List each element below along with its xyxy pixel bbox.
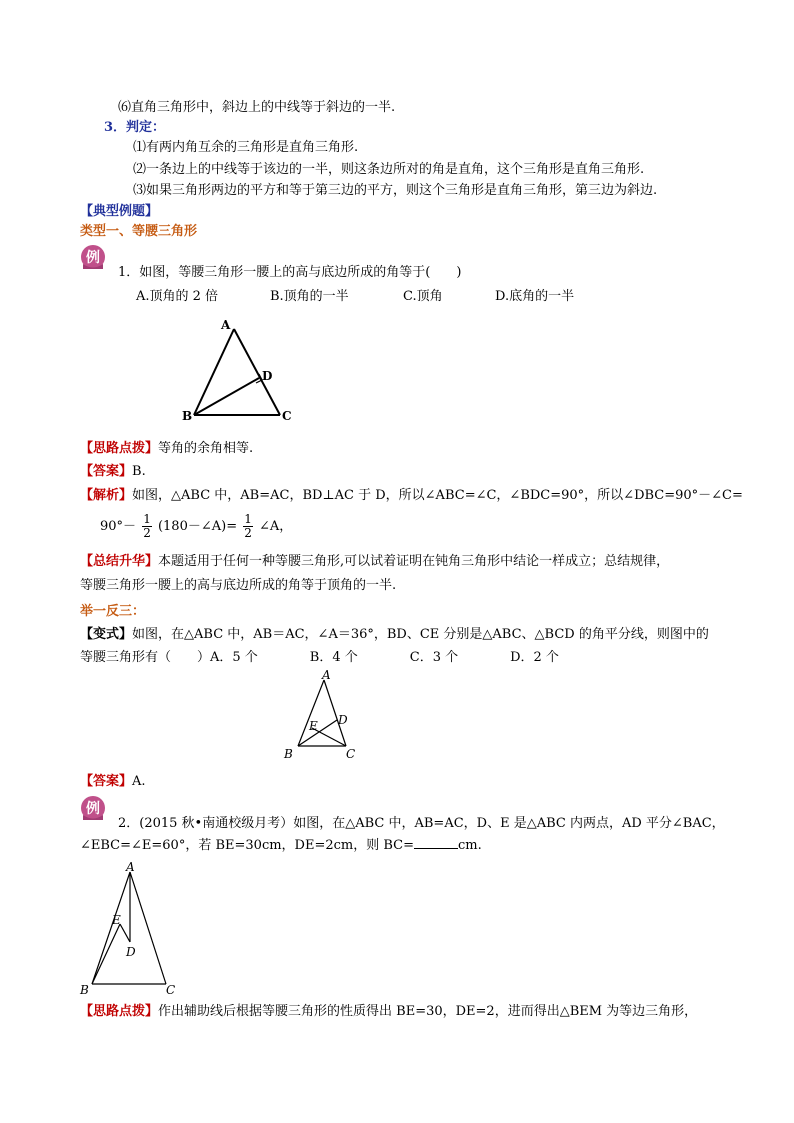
judgment-3: ⑶如果三角形两边的平方和等于第三边的平方，则这个三角形是直角三角形，第三边为斜边.: [133, 183, 658, 198]
q1-fraction-2: $\frac{1}{2}$: [244, 512, 252, 540]
q1-label-d: D: [262, 369, 273, 383]
variant-line-2: 等腰三角形有（ ）A．5 个 B．4 个 C．3 个 D．2 个: [80, 650, 559, 665]
q1-formula-b: (180－∠A)=: [157, 519, 238, 534]
q2-label-d: D: [126, 945, 136, 959]
example-badge-icon: [80, 244, 106, 270]
q2-stem: 2．(2015 秋•南通校级月考）如图，在△ABC 中，AB=AC，D、E 是△ABC 内两点，AD 平分∠BAC，: [118, 816, 725, 831]
variant-text: 如图，在△ABC 中，AB＝AC，∠A＝36°，BD、CE 分别是△ABC、△BCD 的角平分线，则图中的: [132, 627, 709, 642]
q2-label-e: E: [112, 913, 121, 927]
q1-answer-text: B.: [132, 464, 146, 479]
q1-fraction-1: $\frac{1}{2}$: [143, 512, 151, 540]
variant-label-e: E: [309, 719, 318, 733]
judgment-1: ⑴有两内角互余的三角形是直角三角形.: [133, 140, 359, 155]
q1-hint-text: 等角的余角相等.: [158, 441, 254, 456]
typical-examples-heading: 【典型例题】: [80, 204, 159, 219]
q1-answer-tag: 【答案】: [80, 464, 133, 479]
variant-label-d: D: [338, 713, 348, 727]
property-6: ⑹直角三角形中，斜边上的中线等于斜边的一半.: [118, 100, 396, 115]
q1-label-c: C: [282, 409, 292, 423]
q1-analysis-text: 如图，△ABC 中，AB=AC，BD⊥AC 于 D，所以∠ABC=∠C，∠BDC=90°，所以∠DBC=90°－∠C=: [132, 488, 743, 503]
q1-option-a: A.顶角的 2 倍: [136, 289, 219, 304]
q2-triangle-figure: [76, 860, 186, 1000]
q1-summary-tag: 【总结升华】: [80, 554, 159, 569]
q1-analysis: [80, 487, 743, 505]
example-badge-text: 例: [86, 250, 100, 266]
q2-label-c: C: [166, 983, 176, 997]
q2-stem-2b: cm.: [458, 838, 482, 853]
example-badge-text: 例: [86, 801, 100, 817]
q2-hint-text: 作出辅助线后根据等腰三角形的性质得出 BE=30，DE=2，进而得出△BEM 为等边三角形，: [158, 1004, 698, 1019]
q1-analysis-tag: 【解析】: [80, 488, 133, 503]
q1-option-b: B.顶角的一半: [270, 289, 349, 304]
judgment-title: 3．判定：: [104, 120, 166, 135]
q1-answer: [80, 463, 146, 481]
q1-formula-a: 90°－: [100, 519, 137, 534]
q2-label-a: A: [126, 860, 135, 874]
variant-line-1: [80, 626, 709, 644]
practice-heading: 举一反三：: [80, 604, 146, 619]
q1-stem: 1．如图，等腰三角形一腰上的高与底边所成的角等于( ): [118, 265, 462, 280]
q2-stem-2: [80, 836, 482, 855]
q2-stem-2a: ∠EBC=∠E=60°，若 BE=30cm，DE=2cm，则 BC=: [80, 838, 415, 853]
q2-answer-blank: [414, 836, 458, 849]
q1-option-d: D.底角的一半: [495, 289, 575, 304]
q1-triangle-figure: [170, 312, 310, 427]
q1-option-c: C.顶角: [403, 289, 443, 304]
q1-label-b: B: [182, 409, 193, 423]
q1-summary: [80, 553, 669, 571]
q1-formula: [100, 512, 292, 542]
q2-hint-tag: 【思路点拨】: [80, 1004, 159, 1019]
q1-summary-text: 本题适用于任何一种等腰三角形,可以试着证明在钝角三角形中结论一样成立；总结规律，: [158, 554, 670, 569]
q1-summary-2: 等腰三角形一腰上的高与底边所成的角等于顶角的一半.: [80, 578, 397, 593]
variant-label-c: C: [346, 747, 356, 761]
variant-label-b: B: [284, 747, 293, 761]
q1-hint-tag: 【思路点拨】: [80, 441, 159, 456]
type1-heading: 类型一、等腰三角形: [80, 224, 198, 239]
variant-answer-text: A.: [132, 774, 146, 789]
q1-formula-c: ∠A，: [259, 519, 293, 534]
variant-tag: 【变式】: [80, 627, 133, 642]
judgment-2: ⑵一条边上的中线等于该边的一半，则这条边所对的角是直角，这个三角形是直角三角形.: [133, 162, 645, 177]
q1-hint: [80, 440, 253, 458]
variant-answer: [80, 773, 146, 791]
q2-hint: [80, 1003, 697, 1021]
variant-label-a: A: [322, 668, 331, 682]
q2-label-b: B: [80, 983, 89, 997]
variant-triangle-figure: [276, 668, 366, 768]
q1-label-a: A: [221, 318, 231, 332]
variant-answer-tag: 【答案】: [80, 774, 133, 789]
example-badge-icon: [80, 795, 106, 821]
